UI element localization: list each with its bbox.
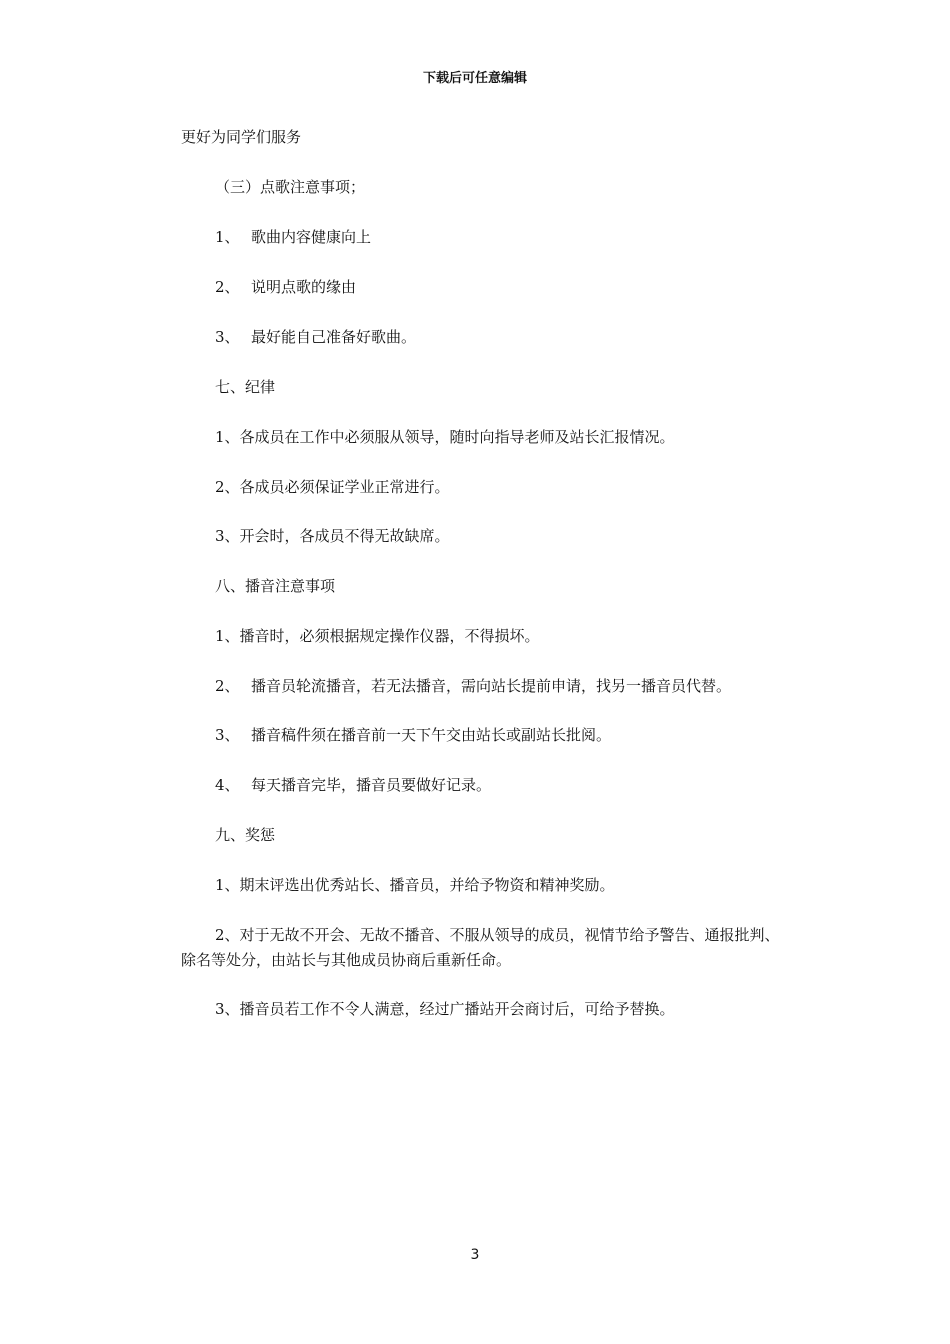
list-number: 1、 (215, 228, 240, 246)
list-number: 3、 (215, 726, 240, 744)
list-text: 说明点歌的缘由 (251, 278, 357, 296)
list-number: 3、 (215, 328, 240, 346)
text-line: 2、各成员必须保证学业正常进行。 (215, 478, 450, 496)
text-line: 1、各成员在工作中必须服从领导，随时向指导老师及站长汇报情况。 (215, 428, 675, 446)
text-line: 3、开会时，各成员不得无故缺席。 (215, 527, 450, 545)
list-number: 2、 (215, 677, 240, 695)
section-heading: 七、纪律 (215, 378, 276, 396)
list-number: 4、 (215, 776, 240, 794)
page-header: 下载后可任意编辑 (422, 71, 527, 86)
list-item (215, 226, 371, 248)
section-heading: 九、奖惩 (215, 826, 276, 844)
section-heading: （三）点歌注意事项； (215, 178, 366, 196)
list-number: 2、 (215, 278, 240, 296)
list-item (215, 276, 356, 298)
section-heading: 八、播音注意事项 (215, 577, 336, 595)
list-text: 最好能自己准备好歌曲。 (251, 328, 417, 346)
text-line: 3、播音员若工作不令人满意，经过广播站开会商讨后，可给予替换。 (215, 1000, 675, 1018)
text-line: 1、播音时，必须根据规定操作仪器，不得损坏。 (215, 627, 540, 645)
list-item (215, 774, 491, 796)
text-line: 更好为同学们服务 (181, 128, 302, 146)
text-paragraph: 2、对于无故不开会、无故不播音、不服从领导的成员，视情节给予警告、通报批判、除名等处分，由站长与其他成员协商后重新任命。 (181, 926, 780, 969)
list-item (215, 724, 611, 746)
page-number: 3 (470, 1247, 480, 1263)
text-line: 1、期末评选出优秀站长、播音员，并给予物资和精神奖励。 (215, 876, 615, 894)
list-text: 每天播音完毕，播音员要做好记录。 (251, 776, 492, 794)
list-text: 播音员轮流播音，若无法播音，需向站长提前申请，找另一播音员代替。 (251, 677, 732, 695)
list-text: 歌曲内容健康向上 (251, 228, 372, 246)
list-item (215, 675, 731, 697)
list-item (215, 326, 416, 348)
list-text: 播音稿件须在播音前一天下午交由站长或副站长批阅。 (251, 726, 612, 744)
